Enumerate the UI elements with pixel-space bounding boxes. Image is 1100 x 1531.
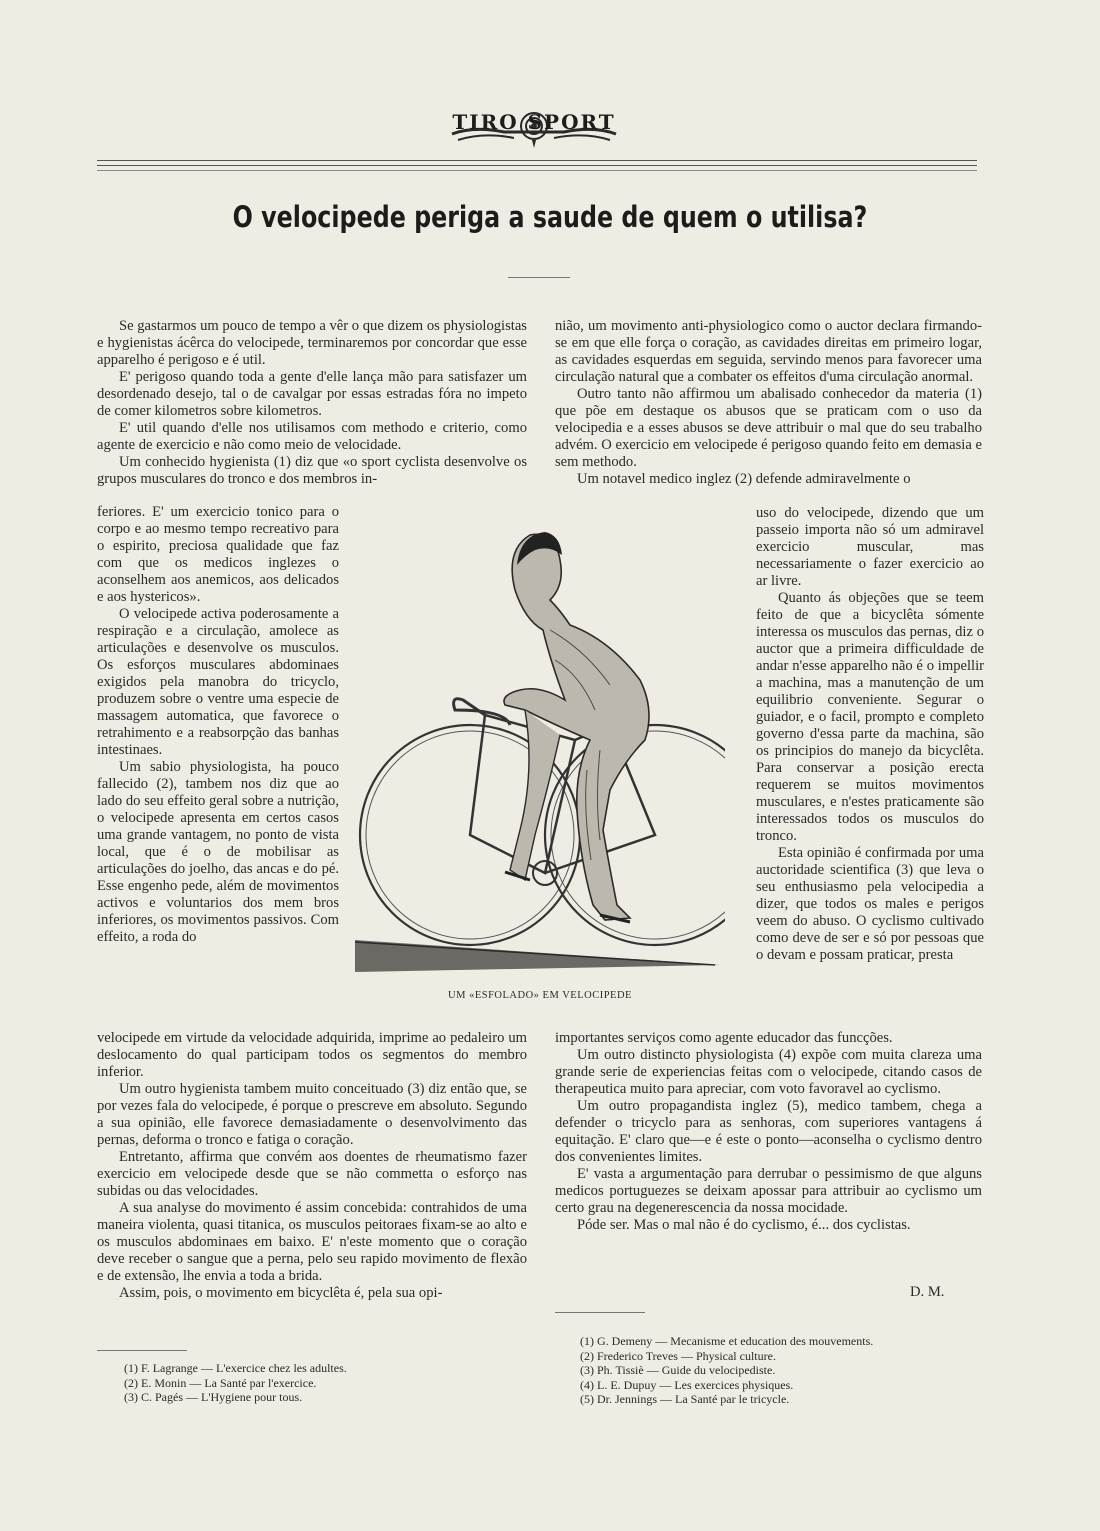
left-column-narrow bbox=[97, 504, 339, 946]
paragraph: feriores. E' um exercicio tonico para o corpo e ao mesmo tempo recreativo para o espirito, preciosa qualidade que faz com que os medicos inglezes o aconselhem aos anemicos, aos delicados e aos hystericos». bbox=[97, 504, 339, 605]
paragraph: Quanto ás objeções que se teem feito de que a bicyclêta sómente interessa os musculos das pernas, diz o auctor que a primeira difficuldade de andar n'esse apparelho não é o impellir a machina, mas a manutenção de um equilibrio conveniente. Segurar o guiador, e o facil, prompto e completo governo d'essa parte da machina, são os principios do manejo da bicyclêta. Para conservar a posição erecta requerem se muitos movimentos musculares, e n'estes praticamente são interessados todos os musculos do tronco. bbox=[756, 590, 984, 844]
header-rule bbox=[97, 170, 977, 171]
right-column-bottom bbox=[555, 1030, 982, 1234]
anatomical-cyclist-illustration bbox=[355, 510, 725, 980]
header-rule bbox=[97, 160, 977, 161]
paragraph: Outro tanto não affirmou um abalisado conhecedor da materia (1) que põe em destaque os abusos que se praticam com o uso da velocipedia e a esses abusos se deve attribuir o mal que do seu trabalho advém. O exercicio em velocipede é perigoso quando feito em demasia e sem methodo. bbox=[555, 386, 982, 470]
footnote-rule bbox=[97, 1350, 187, 1351]
paragraph: Um conhecido hygienista (1) diz que «o sport cyclista desenvolve os grupos musculares do tronco e dos membros in- bbox=[97, 454, 527, 487]
paragraph: velocipede em virtude da velocidade adquirida, imprime ao pedaleiro um deslocamento do qual participam todos os segmentos do membro inferior. bbox=[97, 1030, 527, 1080]
paragraph: Um notavel medico inglez (2) defende admiravelmente o bbox=[577, 471, 911, 487]
paragraph: E' vasta a argumentação para derrubar o pessimismo de que alguns medicos portuguezes se deixam apossar para attribuir ao cyclismo um certo grau na degenerescencia da nossa mocidade. bbox=[555, 1166, 982, 1216]
footnote-rule bbox=[555, 1312, 645, 1313]
article-title: O velocipede periga a saude de quem o utilisa? bbox=[232, 200, 868, 234]
paragraph: Um outro distincto physiologista (4) expõe com muita clareza uma grande serie de experiencias feitas com o velocipede, citando casos de therapeutica muito para apreciar, com voto favoravel ao cyclismo. bbox=[555, 1047, 982, 1097]
masthead-logo-text: TIRO SPORT bbox=[452, 110, 616, 134]
paragraph: nião, um movimento anti-physiologico como o auctor declara firmando-se em que elle força o coração, as cavidades direitas em primeiro logar, as cavidades esquerdas em seguida, servindo menos para favorecer uma circulação natural que a combater os effeitos d'uma circulação anormal. bbox=[555, 318, 982, 385]
title-divider bbox=[508, 277, 570, 278]
paragraph: Entretanto, affirma que convém aos doentes de rheumatismo fazer exercicio em velocipede desde que se não commetta o esforço nas subidas ou das velocidades. bbox=[97, 1149, 527, 1199]
right-column-narrow bbox=[756, 505, 984, 964]
header-rule bbox=[97, 165, 977, 166]
paragraph: uso do velocipede, dizendo que um passeio importa não só um admiravel exercicio muscular, mas necessariamente o fazer exercicio ao ar livre. bbox=[756, 505, 984, 589]
paragraph: A sua analyse do movimento é assim concebida: contrahidos de uma maneira violenta, quasi titanica, os musculos peitoraes fixam-se ao alto e os musculos abdominaes em baixo. E' n'este momento que o coração deve receber o sangue que a perna, pelo seu rapido movimento de flexão e de extensão, lhe envia a toda a brida. bbox=[97, 1200, 527, 1284]
paragraph: Um outro propagandista inglez (5), medico tambem, chega a defender o tricyclo para as senhoras, com superiores vantagens á equitação. E' claro que—e é este o ponto—aconselha o cyclismo dentro dos convenientes limites. bbox=[555, 1098, 982, 1165]
paragraph: Um outro hygienista tambem muito conceituado (3) diz então que, se por vezes fala do velocipede, é porque o prescreve em absoluto. Segundo a sua opinião, elle favorece demasiadamente o desenvolvimento das pernas, deforma o tronco e fatiga o coração. bbox=[97, 1081, 527, 1148]
cyclist-figure-icon bbox=[355, 510, 725, 980]
left-column-top bbox=[97, 318, 527, 488]
paragraph: Póde ser. Mas o mal não é do cyclismo, é... dos cyclistas. bbox=[577, 1217, 911, 1233]
masthead-logo bbox=[444, 104, 624, 148]
paragraph: O velocipede activa poderosamente a respiração e a circulação, amolece as articulações e desenvolve os musculos. Os esforços musculares abdominaes exigidos pela manobra do tricyclo, produzem sobre o ventre uma especie de massagem automatica, que favorece o retrahimento e a reabsorpção das banhas intestinaes. bbox=[97, 606, 339, 758]
footnotes-left bbox=[124, 1361, 347, 1405]
paragraph: importantes serviços como agente educador das funcções. bbox=[555, 1030, 893, 1046]
footnote: (2) Frederico Treves — Physical culture. bbox=[580, 1348, 776, 1363]
right-column-top bbox=[555, 318, 982, 488]
figure-caption: UM «ESFOLADO» EM VELOCIPEDE bbox=[448, 990, 632, 1001]
footnotes-right bbox=[580, 1334, 873, 1407]
paragraph: Esta opinião é confirmada por uma auctoridade scientifica (3) que leva o seu enthusiasmo pela velocipedia a dizer, que todos os males e perigos veem do abuso. O cyclismo cultivado como deve de ser e só por pessoas que o devam e possam praticar, presta bbox=[756, 845, 984, 963]
paragraph: Assim, pois, o movimento em bicyclêta é, pela sua opi- bbox=[119, 1285, 443, 1301]
footnote: (1) F. Lagrange — L'exercice chez les adultes. bbox=[124, 1361, 347, 1375]
author-signature: D. M. bbox=[910, 1284, 945, 1300]
left-column-bottom bbox=[97, 1030, 527, 1302]
footnote: (1) G. Demeny — Mecanisme et education des mouvements. bbox=[580, 1334, 874, 1348]
paragraph: E' perigoso quando toda a gente d'elle lança mão para satisfazer um desordenado desejo, tal o de cavalgar por essas estradas fóra no impeto de comer kilometros sobre kilometros. bbox=[97, 369, 527, 419]
paragraph: Se gastarmos um pouco de tempo a vêr o que dizem os physiologistas e hygienistas ácêrca do velocipede, terminaremos por concordar que esse apparelho é perigoso e é util. bbox=[97, 318, 527, 368]
footnote: (2) E. Monin — La Santé par l'exercice. bbox=[124, 1375, 317, 1390]
paragraph: E' util quando d'elle nos utilisamos com methodo e criterio, como agente de exercicio e não como meio de velocidade. bbox=[97, 420, 527, 453]
paragraph: Um sabio physiologista, ha pouco fallecido (2), tambem nos diz que ao lado do seu effeito geral sobre a nutrição, o velocipede apresenta em certos casos uma grande vantagem, no ponto de vista local, que é o de mobilisar as articulações do joelho, das ancas e do pé. Esse engenho pede, além de movimentos activos e voluntarios dos mem bros inferiores, os movimentos passivos. Com effeito, a roda do bbox=[97, 759, 339, 945]
footnote: (4) L. E. Dupuy — Les exercices physiques. bbox=[580, 1377, 794, 1392]
footnote: (3) Ph. Tissiè — Guide du velocipediste. bbox=[580, 1363, 776, 1377]
footnote: (3) C. Pagés — L'Hygiene pour tous. bbox=[124, 1390, 303, 1404]
footnote: (5) Dr. Jennings — La Santé par le tricycle. bbox=[580, 1392, 790, 1406]
